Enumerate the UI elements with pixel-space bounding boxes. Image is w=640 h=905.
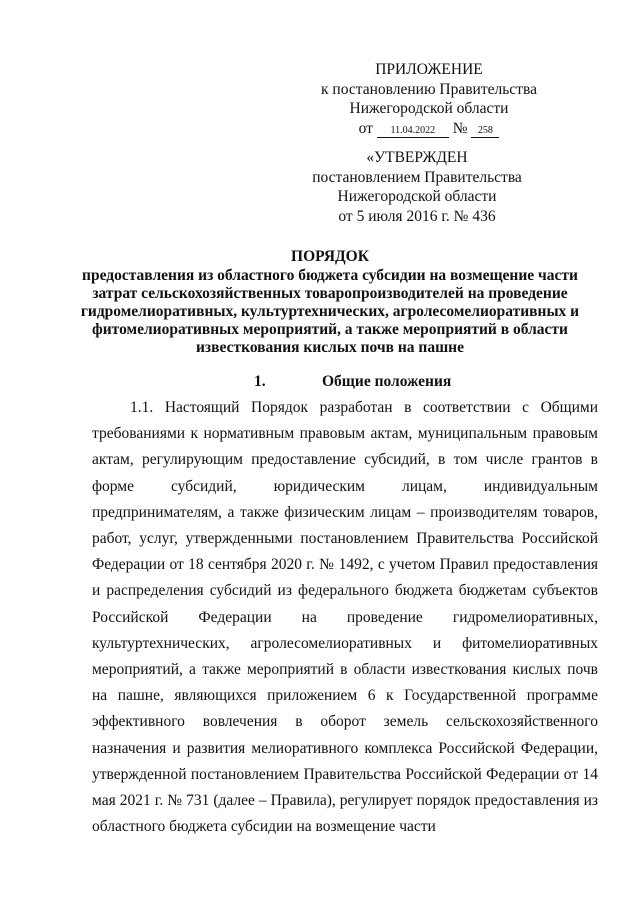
document-heading: ПОРЯДОК bbox=[291, 248, 369, 265]
appendix-title: ПРИЛОЖЕНИЕ bbox=[375, 61, 483, 78]
approved-line-region: Нижегородской области bbox=[337, 188, 497, 205]
approved-line-resolution: постановлением Правительства bbox=[312, 168, 522, 186]
appendix-date-line bbox=[318, 119, 540, 139]
number-field: 258 bbox=[471, 125, 499, 138]
date-prefix: от bbox=[358, 119, 373, 137]
document-subtitle: предоставления из областного бюджета субсидии на возмещение части затрат сельскохозяйственных товаропроизводителей на проведение гидромелиоративных, культуртехнических, агролесомелиоративных и фитомелиоративных мероприятий, а также мероприятий в области известкования кислых почв на пашне bbox=[80, 267, 580, 356]
date-field: 11.04.2022 bbox=[377, 125, 449, 138]
number-sign: № bbox=[452, 119, 468, 137]
section-heading bbox=[254, 372, 534, 392]
appendix-line-region: Нижегородской области bbox=[349, 100, 509, 117]
paragraph-1-1: 1.1. Настоящий Порядок разработан в соответствии с Общими требованиями к нормативным правовым актам, муниципальным правовым актам, регулирующим предоставление субсидий, в том числе грантов в форме субсидий, юридическим лицам, индивидуальным предпринимателям, а также физическим лицам – производителям товаров, работ, услуг, утвержденными постановлением Правительства Российской Федерации от 18 сентября 2020 г. № 1492, с учетом Правил предоставления и распределения субсидий из федерального бюджета бюджетам субъектов Российской Федерации на проведение гидромелиоративных, культуртехнических, агролесомелиоративных и фитомелиоративных мероприятий, а также мероприятий в области известкования кислых почв на пашне, являющихся приложением 6 к Государственной программе эффективного вовлечения в оборот земель сельскохозяйственного назначения и развития мелиоративного комплекса Российской Федерации, утвержденной постановлением Правительства Российской Федерации от 14 мая 2021 г. № 731 (далее – Правила), регулирует порядок предоставления из областного бюджета субсидии на возмещение части bbox=[92, 399, 598, 836]
section-title: Общие положения bbox=[322, 373, 452, 390]
section-number: 1. bbox=[254, 373, 266, 390]
approved-line-date: от 5 июля 2016 г. № 436 bbox=[338, 207, 496, 225]
appendix-header bbox=[318, 60, 540, 138]
appendix-line-resolution: к постановлению Правительства bbox=[321, 80, 537, 98]
approved-title: «УТВЕРЖДЕН bbox=[366, 149, 468, 166]
approved-block bbox=[306, 148, 528, 226]
document-title bbox=[80, 248, 580, 357]
